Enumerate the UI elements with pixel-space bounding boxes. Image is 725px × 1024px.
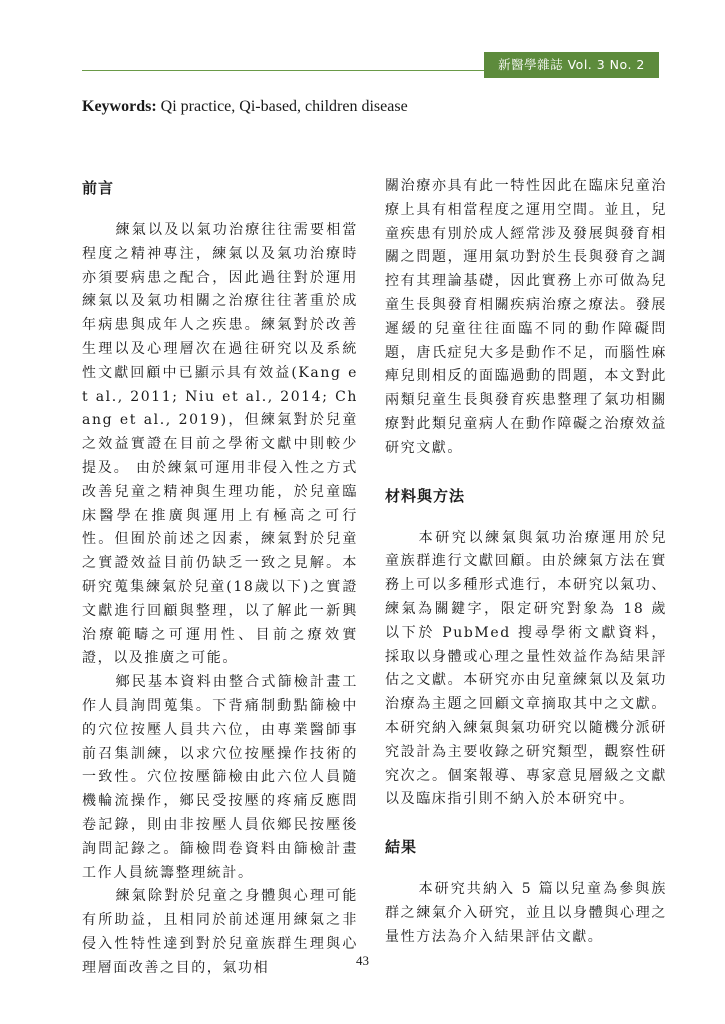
spacer (385, 509, 667, 527)
results-paragraph: 本研究共納入 5 篇以兒童為參與族群之練氣介入研究，並且以身體與心理之量性方法為介入結果評估文獻。 (385, 881, 667, 945)
spacer (82, 201, 358, 219)
spacer (385, 812, 667, 834)
keywords-label: Keywords: (82, 98, 157, 115)
right-column (385, 175, 667, 950)
page-number: 43 (356, 953, 369, 968)
left-column (82, 175, 358, 981)
intro-continued-paragraph: 關治療亦具有此一特性因此在臨床兒童治療上具有相當程度之運用空間。並且，兒童疾患有別於成人經常涉及發展與發育相關之問題，運用氣功對於生長與發育之調控有其理論基礎，因此實務上亦可做為兒童生長與發育相關疾病治療之療法。發展遲緩的兒童往往面臨不同的動作障礙問題，唐氏症兒大多是動作不足，而腦性麻痺兒則相反的面臨過動的問題，本文對此兩類兒童生長與發育疾患整理了氣功相關療對此類兒童病人在動作障礙之治療效益研究文獻。 (385, 178, 667, 456)
section-heading-results: 結果 (385, 838, 418, 857)
section-heading-introduction: 前言 (82, 179, 115, 197)
section-heading-methods: 材料與方法 (385, 486, 466, 505)
spacer (385, 461, 667, 483)
spacer (385, 860, 667, 878)
intro-paragraph-2: 鄉民基本資料由整合式篩檢計畫工作人員詢問蒐集。下背痛制動點篩檢中的穴位按壓人員共六位，由專業醫師事前召集訓練，以求穴位按壓操作技術的一致性。穴位按壓篩檢由此六位人員隨機輪流操作，鄉民受按壓的疼痛反應問卷記錄，則由非按壓人員依鄉民按壓後詢問記錄之。篩檢問卷資料由篩檢計畫工作人員統籌整理統計。 (82, 674, 358, 881)
keywords-text: Qi practice, Qi-based, children disease (160, 98, 408, 115)
intro-paragraph-1: 練氣以及以氣功治療往往需要相當程度之精神專注，練氣以及氣功治療時亦須要病患之配合，因此過往對於運用練氣以及氣功相關之治療往往著重於成年病患與成年人之疾患。練氣對於改善生理以及心理層次在過往研究以及系統性文獻回顧中已顯示具有效益(Kang et al., 2011; Niu et al., 2014; Chang et al., 2019)，但練氣對於兒童之效益實證在目前之學術文獻中則較少提及。 由於練氣可運用非侵入性之方式改善兒童之精神與生理功能，於兒童臨床醫學在推廣與運用上有極高之可行性。但囿於前述之因素，練氣對於兒童之實證效益目前仍缺乏一致之見解。本研究蒐集練氣於兒童(18歲以下)之實證文獻進行回顧與整理，以了解此一新興治療範疇之可運用性、目前之療效實證，以及推廣之可能。 (82, 222, 358, 667)
methods-paragraph: 本研究以練氣與氣功治療運用於兒童族群進行文獻回顧。由於練氣方法在實務上可以多種形式進行，本研究以氣功、練氣為關鍵字，限定研究對象為 18 歲以下於 PubMed 搜尋學術文獻資料，採取以身體或心理之量性效益作為結果評估之文獻。本研究亦由兒童練氣以及氣功治療為主題之回顧文章摘取其中之文獻。本研究納入練氣與氣功研究以隨機分派研究設計為主要收錄之研究類型，觀察性研究次之。個案報導、專家意見層級之文獻以及臨床指引則不納入於本研究中。 (385, 529, 667, 808)
journal-badge: 新醫學雜誌 Vol. 3 No. 2 (484, 52, 659, 78)
keywords-line (82, 98, 408, 116)
intro-paragraph-3: 練氣除對於兒童之身體與心理可能有所助益，且相同於前述運用練氣之非侵入性特性達到對於兒童族群生理與心理層面改善之目的，氣功相 (82, 888, 358, 976)
